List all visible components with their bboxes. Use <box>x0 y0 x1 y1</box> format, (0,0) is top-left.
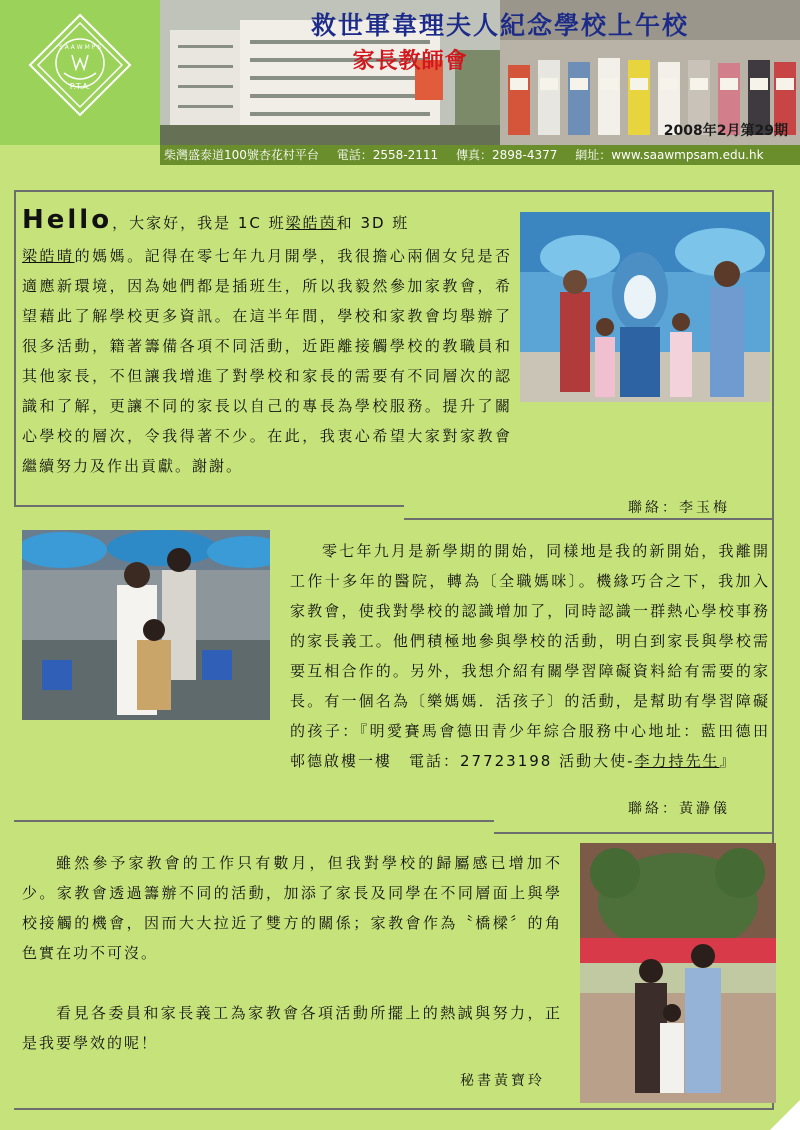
section2-text <box>290 536 770 776</box>
divider-1b <box>404 518 772 520</box>
section3-signature: 秘書黃寶玲 <box>460 1073 545 1089</box>
frame-line-top <box>14 190 774 192</box>
family-with-dolphin-mascot-photo <box>520 212 770 402</box>
issue-number: 2008年2月第29期 <box>663 123 788 139</box>
address-text: 柴灣盛泰道100號杏花村平台 <box>164 148 319 162</box>
website-text: 網址：www.saawmpsam.edu.hk <box>575 148 764 162</box>
divider-1 <box>14 505 404 507</box>
restaurant-family-photo <box>22 530 270 720</box>
section1-signature: 聯絡：李玉梅 <box>628 500 730 516</box>
section2-closing: 』 <box>719 752 737 770</box>
section3-para2-text: 看見各委員和家長義工為家教會各項活動所擺上的熱誠與努力，正是我要學效的呢！ <box>22 1004 562 1052</box>
frame-line-bottom <box>14 1108 774 1110</box>
section2-signature: 聯絡：黃瀞儀 <box>628 801 730 817</box>
section1-body <box>22 241 512 481</box>
hello-word: Hello <box>22 205 113 235</box>
child-name-1: 梁皓茵 <box>285 214 337 232</box>
section1-text <box>22 205 512 238</box>
page-fold-corner <box>770 1100 800 1130</box>
divider-2b <box>494 832 772 834</box>
flower-garden-family-photo <box>580 843 776 1103</box>
frame-line-left <box>14 190 16 505</box>
section3-para1 <box>22 848 562 968</box>
pta-logo <box>0 0 160 145</box>
ambassador-name: 李力持先生 <box>634 752 720 770</box>
section1-connector: 和 3D 班 <box>336 214 410 232</box>
phone-text: 電話：2558-2111 <box>336 148 439 162</box>
pta-subtitle: 家長教師會 <box>352 49 468 74</box>
logo-top-text: S A A W M P S <box>59 44 101 51</box>
divider-2 <box>14 820 494 822</box>
section1-intro: ，大家好，我是 1C 班 <box>112 214 286 232</box>
child-name-2: 梁皓晴 <box>22 247 75 265</box>
section1-body-text: 的媽媽。記得在零七年九月開學，我很擔心兩個女兒是否適應新環境，因為她們都是插班生，所以我毅然參加家教會，希望藉此了解學校更多資訊。在這半年間，學校和家教會均舉辦了很多活動，籍著籌備各項不同活動，近距離接觸學校的教職員和其他家長，不但讓我增進了對學校和家長的需要有不同層次的認識和了解，更讓不同的家長以自己的專長為學校服務。提升了關心學校的層次，令我得著不少。在此，我衷心希望大家對家教會繼續努力及作出貢獻。謝謝。 <box>22 247 512 475</box>
section3-para1-text: 雖然參予家教會的工作只有數月，但我對學校的歸屬感已增加不少。家教會透過籌辦不同的活動，加添了家長及同學在不同層面上與學校接觸的機會，因而大大拉近了雙方的關係；家教會作為〝橋樑〞的角色實在功不可沒。 <box>22 854 562 962</box>
pta-logo-emblem <box>28 13 132 117</box>
section3-para2 <box>22 998 562 1058</box>
contact-bar <box>160 145 800 165</box>
newsletter-header <box>0 0 800 165</box>
fax-text: 傳真：2898-4377 <box>455 148 558 162</box>
section2-body: 零七年九月是新學期的開始，同樣地是我的新開始，我離開工作十多年的醫院，轉為〔全職媽咪〕。機緣巧合之下，我加入家教會，使我對學校的認識增加了，同時認識一群熱心學校事務的家長義工。他們積極地參與學校的活動，明白到家長與學校需要互相合作的。另外，我想介紹有關學習障礙資料給有需要的家長。有一個名為〔樂媽媽．活孩子〕的活動，是幫助有學習障礙的孩子：『明愛賽馬會德田青少年綜合服務中心地址：藍田德田邨德啟樓一樓 電話：27723198 活動大使- <box>290 542 770 770</box>
school-title: 救世軍韋理夫人紀念學校上午校 <box>310 11 689 40</box>
logo-bottom-text: P.T.A. <box>69 82 91 91</box>
